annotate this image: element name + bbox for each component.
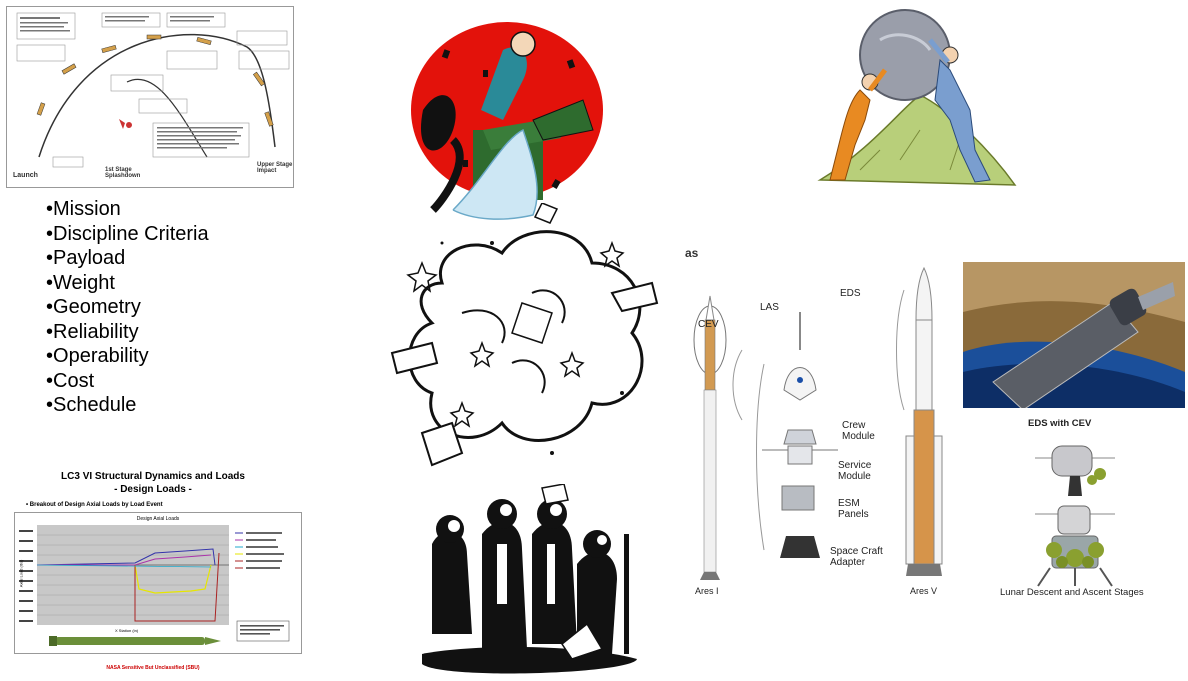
stressed-office-worker-illustration	[383, 10, 621, 224]
lunar-stages-label: Lunar Descent and Ascent Stages	[1000, 587, 1144, 598]
eds-label: EDS	[840, 288, 861, 299]
ares-v-label: Ares V	[910, 586, 938, 596]
slide-bullet: • Breakout of Design Axial Loads by Load Event	[26, 502, 163, 508]
cev-label: CEV	[698, 319, 719, 330]
y-axis-label: Axial Load (lbs)	[18, 559, 24, 588]
trajectory-diagram	[7, 7, 293, 187]
splashdown-label: 1st Stage Splashdown	[105, 167, 141, 179]
criteria-item: • Operability	[46, 344, 209, 369]
slide-subtitle: - Design Loads -	[114, 484, 192, 495]
criteria-item: • Weight	[46, 271, 209, 296]
upper-stage-label: Upper Stage Impact	[257, 162, 293, 174]
x-axis-label: X Station (in)	[115, 628, 139, 633]
slide-footer: NASA Sensitive But Unclassified (SBU)	[106, 665, 200, 671]
ares-i-label: Ares I	[695, 586, 719, 596]
crew-module-label: Crew Module	[842, 420, 875, 442]
criteria-item: • Discipline Criteria	[46, 222, 209, 247]
ares-vehicles-diagram	[680, 260, 970, 600]
eds-with-cev-label: EDS with CEV	[1028, 418, 1092, 429]
lunar-descent-ascent-stages-image	[1030, 440, 1120, 590]
launch-label: Launch	[13, 172, 38, 179]
criteria-item: • Cost	[46, 369, 209, 394]
criteria-item: • Payload	[46, 246, 209, 271]
eds-with-cev-image	[963, 262, 1185, 408]
criteria-item: • Geometry	[46, 295, 209, 320]
chart-frame	[14, 512, 302, 654]
fight-cloud-illustration	[382, 203, 662, 471]
panicked-people-illustration	[412, 484, 642, 680]
pushing-boulder-illustration	[800, 0, 1025, 196]
chart-title: Design Axial Loads	[136, 516, 180, 522]
corner-fragment-text: as	[685, 246, 699, 260]
esm-panels-label: ESM Panels	[838, 498, 869, 520]
slide-title: LC3 VI Structural Dynamics and Loads	[61, 471, 245, 482]
criteria-item: • Schedule	[46, 393, 209, 418]
adapter-label: Space Craft Adapter	[830, 546, 883, 568]
design-criteria-list	[46, 197, 209, 418]
las-label: LAS	[760, 302, 779, 313]
service-module-label: Service Module	[838, 460, 872, 482]
axial-load-chart	[15, 513, 301, 653]
criteria-item: • Reliability	[46, 320, 209, 345]
slide-bullet-text: Breakout of Design Axial Loads by Load Event	[29, 502, 163, 508]
criteria-item: • Mission	[46, 197, 209, 222]
design-loads-slide	[8, 465, 298, 675]
mission-profile-document	[6, 6, 294, 188]
